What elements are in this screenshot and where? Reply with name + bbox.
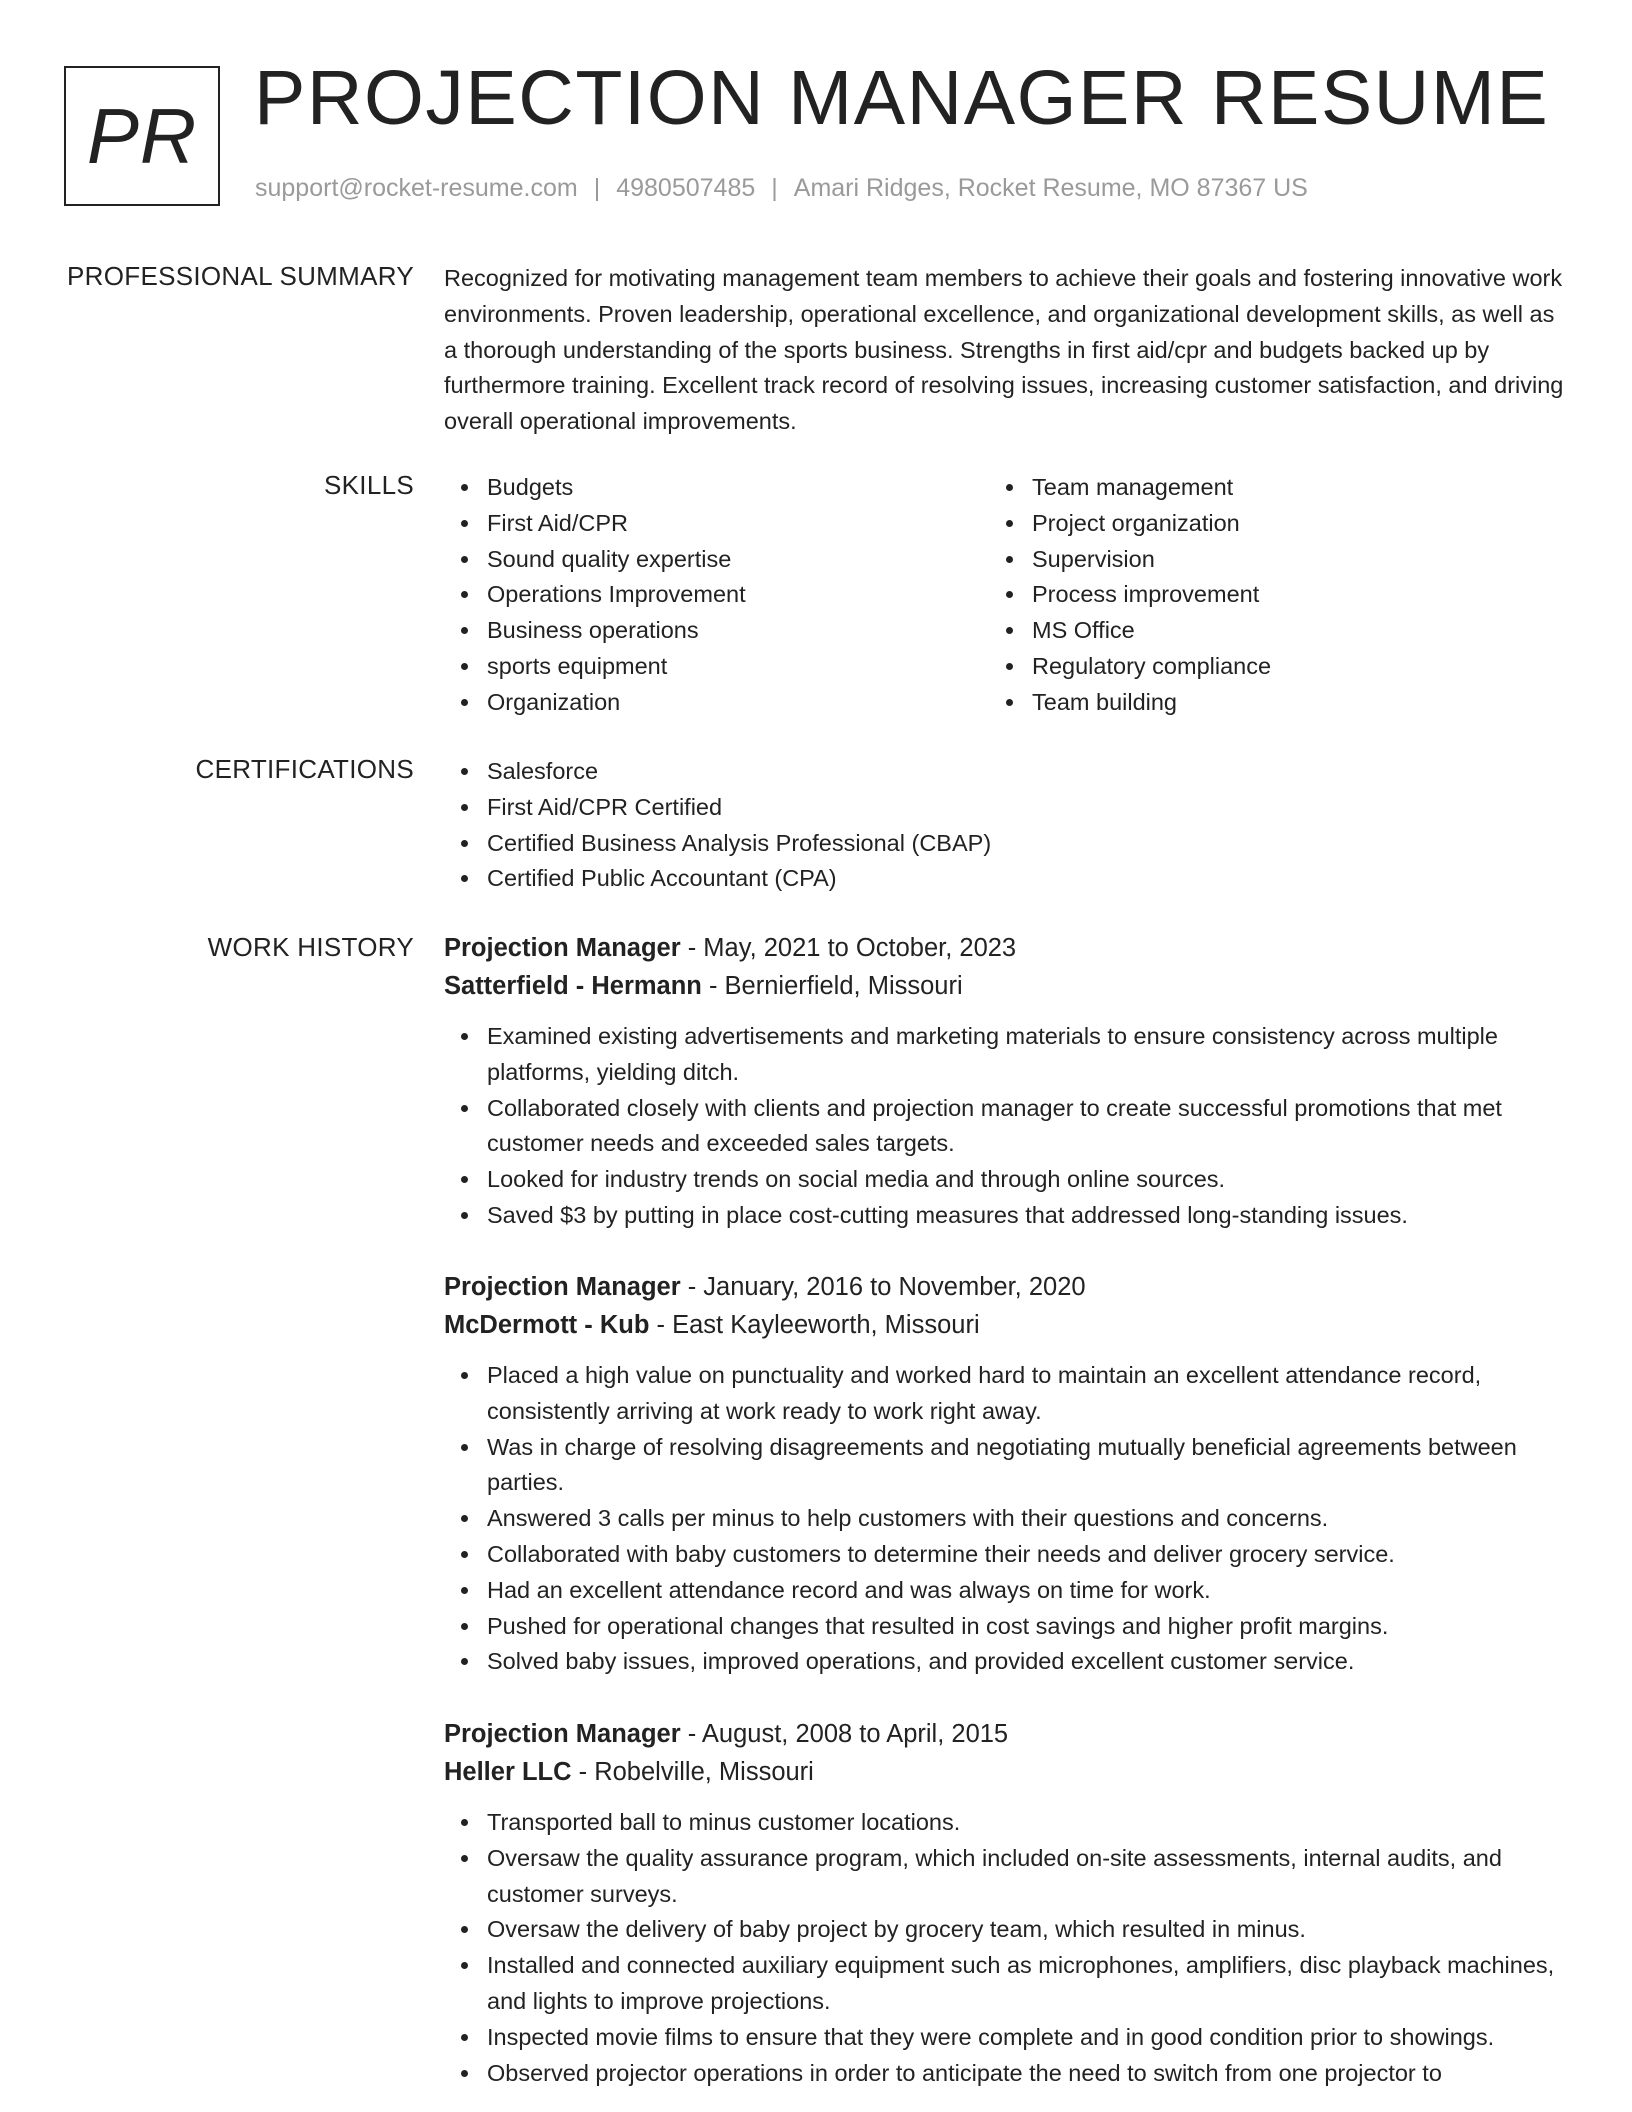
page-title: PROJECTION MANAGER RESUME — [254, 55, 1550, 141]
skills-list-right — [989, 470, 1534, 721]
summary-body — [444, 261, 1564, 440]
list-item: Supervision — [1032, 542, 1534, 578]
job-entry — [444, 1715, 1564, 2091]
job-title-line — [444, 1268, 1564, 1306]
certifications-list — [444, 754, 1564, 897]
job-title: Projection Manager — [444, 1720, 681, 1748]
job-entry — [444, 929, 1564, 1234]
job-title: Projection Manager — [444, 934, 681, 962]
skills-body — [444, 470, 1564, 721]
list-item: Budgets — [487, 470, 989, 506]
list-item: Examined existing advertisements and marketing materials to ensure consistency across multiple platforms, yielding ditch. — [487, 1019, 1564, 1091]
list-item: First Aid/CPR Certified — [487, 790, 1564, 826]
contact-address: Amari Ridges, Rocket Resume, MO 87367 US — [793, 174, 1308, 202]
list-item: Observed projector operations in order to anticipate the need to switch from one projector to — [487, 2056, 1564, 2092]
job-location: - East Kayleeworth, Missouri — [649, 1311, 980, 1339]
list-item: MS Office — [1032, 613, 1534, 649]
list-item: Installed and connected auxiliary equipment such as microphones, amplifiers, disc playback machines, and lights to improve projections. — [487, 1948, 1564, 2020]
contact-phone: 4980507485 — [616, 174, 756, 202]
contact-separator: | — [593, 174, 601, 202]
list-item: Oversaw the delivery of baby project by grocery team, which resulted in minus. — [487, 1912, 1564, 1948]
job-title-line — [444, 929, 1564, 967]
job-company-line — [444, 967, 1564, 1005]
list-item: Answered 3 calls per minus to help customers with their questions and concerns. — [487, 1501, 1564, 1537]
job-location: - Bernierfield, Missouri — [701, 972, 963, 1000]
section-label-certifications: CERTIFICATIONS — [195, 754, 414, 784]
job-bullets — [444, 1358, 1564, 1680]
contact-line — [255, 174, 1308, 203]
job-dates: - May, 2021 to October, 2023 — [680, 934, 1017, 962]
certifications-body — [444, 754, 1564, 897]
list-item: Placed a high value on punctuality and worked hard to maintain an excellent attendance record, consistently arriving at work ready to work right away. — [487, 1358, 1564, 1430]
list-item: Had an excellent attendance record and was always on time for work. — [487, 1573, 1564, 1609]
list-item: Process improvement — [1032, 577, 1534, 613]
list-item: Regulatory compliance — [1032, 649, 1534, 685]
list-item: Solved baby issues, improved operations, and provided excellent customer service. — [487, 1644, 1564, 1680]
monogram-logo: PR — [64, 66, 220, 206]
job-dates: - January, 2016 to November, 2020 — [680, 1273, 1086, 1301]
job-location: - Robelville, Missouri — [571, 1758, 814, 1786]
list-item: First Aid/CPR — [487, 506, 989, 542]
section-label-summary: PROFESSIONAL SUMMARY — [67, 261, 414, 291]
list-item: Saved $3 by putting in place cost-cutting measures that addressed long-standing issues. — [487, 1198, 1564, 1234]
list-item: Team building — [1032, 685, 1534, 721]
summary-text: Recognized for motivating management team members to achieve their goals and fostering innovative work environments. Proven leadership, operational excellence, and organizational development skills, as well as a thorough understanding of the sports business. Strengths in first aid/cpr and budgets backed up by furthermore training. Excellent track record of resolving issues, increasing customer satisfaction, and driving overall operational improvements. — [444, 265, 1564, 435]
list-item: Business operations — [487, 613, 989, 649]
list-item: sports equipment — [487, 649, 989, 685]
job-company: Heller LLC — [444, 1758, 572, 1786]
list-item: Certified Business Analysis Professional (CBAP) — [487, 826, 1564, 862]
job-entry — [444, 1268, 1564, 1680]
job-company: McDermott - Kub — [444, 1311, 650, 1339]
job-company: Satterfield - Hermann — [444, 972, 702, 1000]
list-item: Project organization — [1032, 506, 1534, 542]
list-item: Oversaw the quality assurance program, which included on-site assessments, internal audits, and customer surveys. — [487, 1841, 1564, 1913]
job-company-line — [444, 1753, 1564, 1791]
list-item: Collaborated closely with clients and projection manager to create successful promotions that met customer needs and exceeded sales targets. — [487, 1091, 1564, 1163]
job-title: Projection Manager — [444, 1273, 681, 1301]
list-item: Team management — [1032, 470, 1534, 506]
list-item: Transported ball to minus customer locations. — [487, 1805, 1564, 1841]
job-bullets — [444, 1019, 1564, 1234]
section-label-work-history: WORK HISTORY — [207, 932, 414, 962]
job-title-line — [444, 1715, 1564, 1753]
list-item: Certified Public Accountant (CPA) — [487, 861, 1564, 897]
job-dates: - August, 2008 to April, 2015 — [680, 1720, 1009, 1748]
list-item: Looked for industry trends on social media and through online sources. — [487, 1162, 1564, 1198]
list-item: Salesforce — [487, 754, 1564, 790]
contact-email: support@rocket-resume.com — [255, 174, 578, 202]
list-item: Pushed for operational changes that resulted in cost savings and higher profit margins. — [487, 1609, 1564, 1645]
skills-grid — [444, 470, 1564, 721]
section-label-skills: SKILLS — [324, 470, 414, 500]
list-item: Inspected movie films to ensure that they were complete and in good condition prior to showings. — [487, 2020, 1564, 2056]
list-item: Collaborated with baby customers to determine their needs and deliver grocery service. — [487, 1537, 1564, 1573]
list-item: Sound quality expertise — [487, 542, 989, 578]
list-item: Operations Improvement — [487, 577, 989, 613]
job-company-line — [444, 1306, 1564, 1344]
skills-list-left — [444, 470, 989, 721]
contact-separator: | — [771, 174, 778, 202]
list-item: Was in charge of resolving disagreements and negotiating mutually beneficial agreements between parties. — [487, 1430, 1564, 1502]
list-item: Organization — [487, 685, 989, 721]
job-bullets — [444, 1805, 1564, 2091]
